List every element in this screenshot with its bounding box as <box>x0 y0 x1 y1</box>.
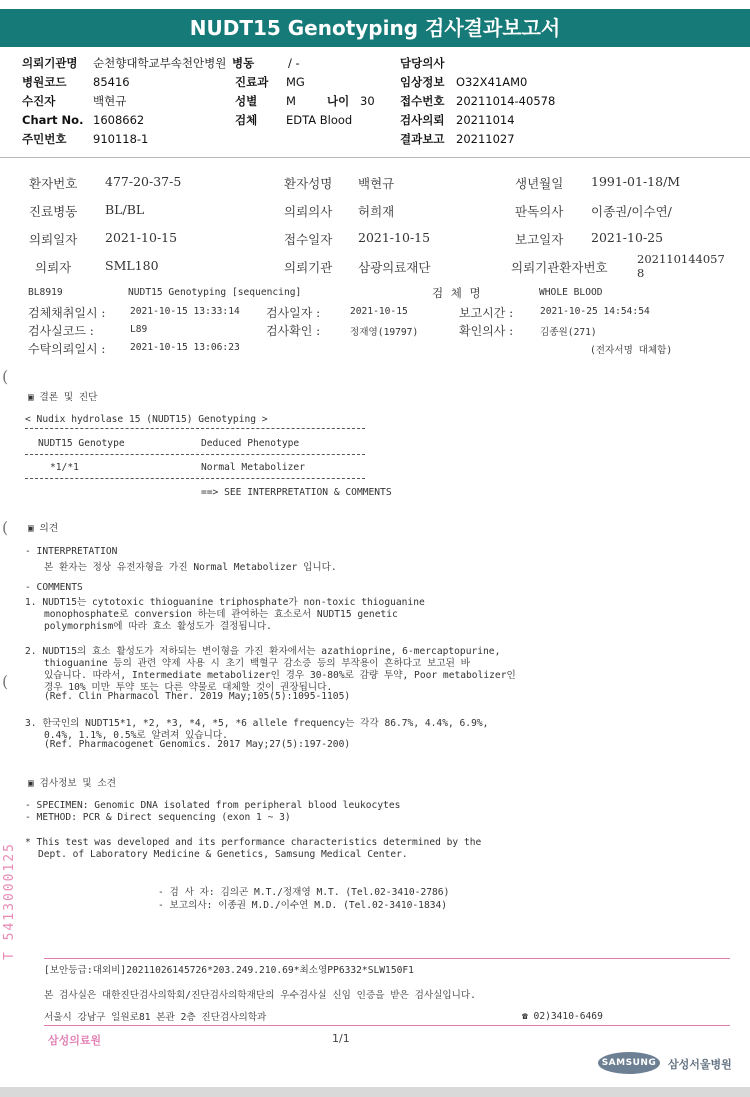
samsung-logo: SAMSUNG <box>598 1052 660 1074</box>
agency: 삼광의료재단 <box>358 260 431 275</box>
rrn-label: 주민번호 <box>22 132 67 146</box>
age-value: 30 <box>360 94 375 108</box>
request-date-label: 검사의뢰 <box>400 113 445 127</box>
conclusion-heading: ▣ 결론 및 진단 <box>28 392 98 403</box>
receive-label: 수탁의뢰일시 : <box>28 342 106 356</box>
exam-date: 2021-10-15 <box>350 306 408 317</box>
footer-divider <box>44 958 730 959</box>
comment-1-line: 1. NUDT15는 cytotoxic thioguanine triphosphate가 non-toxic thioguanine <box>25 597 425 608</box>
patient-value: 백현규 <box>93 94 127 108</box>
exam-confirm-label: 검사확인 : <box>266 324 321 338</box>
tester-line: - 검 사 자: 김의곤 M.T./정재영 M.T. (Tel.02-3410-2786) <box>158 887 450 898</box>
doctor: 허희재 <box>358 204 395 219</box>
birth-label: 생년월일 <box>515 176 564 191</box>
birth: 1991-01-18/M <box>591 174 681 189</box>
report-time: 2021-10-25 14:54:54 <box>540 306 650 317</box>
comment-3-line: 0.4%, 1.1%, 0.5%로 알려져 있습니다. <box>44 730 228 741</box>
patient-name-label: 환자성명 <box>284 176 333 191</box>
requesting-institution-label: 의뢰기관명 <box>22 56 78 70</box>
header-divider <box>0 157 750 158</box>
interpretation-text: 본 환자는 정상 유전자형을 가진 Normal Metabolizer 입니다. <box>44 562 337 573</box>
confirm-doctor: 김종원(271) <box>540 327 597 338</box>
patient-label: 수진자 <box>22 94 56 108</box>
address-line: 서울시 강남구 일원로81 본관 2층 진단검사의학과 <box>44 1012 267 1023</box>
hospital-name: 삼성서울병원 <box>668 1058 732 1071</box>
patient-no: 477-20-37-5 <box>105 174 182 189</box>
genotype-col-header: NUDT15 Genotype <box>38 438 125 449</box>
opinion-heading: ▣ 의견 <box>28 523 59 534</box>
requester-label: 의뢰자 <box>35 260 72 275</box>
certification-line: 본 검사실은 대한진단검사의학회/진단검사의학재단의 우수검사실 신임 인증을 받은 검사실입니다. <box>44 990 476 1001</box>
agency-patient-no-label: 의뢰기관환자번호 <box>511 260 608 275</box>
conclusion-subheading: < Nudix hydrolase 15 (NUDT15) Genotyping > <box>25 414 268 425</box>
comment-3-line: 3. 한국인의 NUDT15*1, *2, *3, *4, *5, *6 allele frequency는 각각 86.7%, 4.4%, 6.9%, <box>25 718 489 729</box>
receipt-date: 2021-10-15 <box>358 230 431 245</box>
receive-value: 2021-10-15 13:06:23 <box>130 342 240 353</box>
reader-label: 판독의사 <box>515 204 564 219</box>
comment-3-reference: (Ref. Pharmacogenet Genomics. 2017 May;27(5):197-200) <box>44 739 351 750</box>
phenotype-col-header: Deduced Phenotype <box>201 438 300 449</box>
clinical-info-label: 임상정보 <box>400 75 445 89</box>
request-date-2: 2021-10-15 <box>105 230 178 245</box>
room-code: L89 <box>130 324 148 335</box>
collect-value: 2021-10-15 13:33:14 <box>130 306 240 317</box>
request-date-label-2: 의뢰일자 <box>29 232 78 247</box>
ward-label: 병동 <box>232 56 255 70</box>
department-value: MG <box>286 75 305 89</box>
clinical-info-value: O32X41AM0 <box>456 75 528 89</box>
exam-confirm: 정재영(19797) <box>350 327 419 338</box>
room-code-label: 검사실코드 : <box>28 324 94 338</box>
comment-2-reference: (Ref. Clin Pharmacol Ther. 2019 May;105(5):1095-1105) <box>44 691 351 702</box>
agency-patient-no-1: 202110144057 <box>637 252 725 266</box>
comments-label: - COMMENTS <box>25 582 83 593</box>
exam-date-label: 검사일자 : <box>266 306 321 320</box>
interpretation-label: - INTERPRETATION <box>25 546 118 557</box>
age-label: 나이 <box>327 94 350 108</box>
receipt-no-label: 접수번호 <box>400 94 445 108</box>
report-time-label: 보고시간 : <box>459 306 514 320</box>
margin-bracket: ( <box>2 518 9 537</box>
genotype-value: *1/*1 <box>50 462 79 473</box>
chart-no-value: 1608662 <box>93 113 145 127</box>
hospital-code-label: 병원코드 <box>22 75 67 89</box>
requester: SML180 <box>105 258 159 273</box>
confirm-doctor-label: 확인의사 : <box>459 324 514 338</box>
doctor-label: 의뢰의사 <box>284 204 333 219</box>
hospital-code-value: 85416 <box>93 75 130 89</box>
comment-2-line: thioguanine 등의 관련 약제 사용 시 초기 백혈구 감소증 등의 부작용이 흔하다고 보고된 바 <box>44 658 470 669</box>
reader: 이종권/이수연/ <box>591 204 672 219</box>
receipt-date-label: 접수일자 <box>284 232 333 247</box>
specimen-name: WHOLE BLOOD <box>539 287 603 298</box>
comment-2-line: 있습니다. 따라서, Intermediate metabolizer인 경우 30-80%로 감량 투약, Poor metabolizer인 <box>44 670 516 681</box>
agency-label: 의뢰기관 <box>284 260 333 275</box>
sex-label: 성별 <box>235 94 258 108</box>
sex-value: M <box>286 94 296 108</box>
margin-bracket: ( <box>2 672 9 691</box>
esign-note: (전자서명 대체함) <box>590 345 673 356</box>
chart-no-label: Chart No. <box>22 113 84 127</box>
department-label: 진료과 <box>235 75 269 89</box>
test-name: NUDT15 Genotyping [sequencing] <box>128 287 302 298</box>
page-number: 1/1 <box>332 1032 350 1045</box>
report-date-label-2: 보고일자 <box>515 232 564 247</box>
ward-2: BL/BL <box>105 202 145 217</box>
ward-value: / - <box>288 56 300 70</box>
rrn-value: 910118-1 <box>93 132 149 146</box>
note-line: * This test was developed and its performance characteristics determined by the <box>25 837 482 848</box>
table-divider <box>25 454 365 455</box>
table-divider <box>25 478 365 479</box>
report-date-label: 결과보고 <box>400 132 445 146</box>
see-note: ==> SEE INTERPRETATION & COMMENTS <box>201 487 392 498</box>
agency-patient-no-2: 8 <box>637 266 645 280</box>
patient-name: 백현규 <box>358 176 395 191</box>
security-line: [보안등급:대외비]20211026145726*203.249.210.69*최소영PP6332*SLW150F1 <box>44 965 414 976</box>
phenotype-value: Normal Metabolizer <box>201 462 305 473</box>
request-date-value: 20211014 <box>456 113 515 127</box>
page-bottom-band <box>0 1087 750 1097</box>
left-brand: 삼성의료원 <box>48 1034 102 1047</box>
comment-1-line: monophosphate로 conversion 하는데 관여하는 효소로서 NUDT15 genetic <box>44 609 398 620</box>
method-line: - METHOD: PCR & Direct sequencing (exon 1 ~ 3) <box>25 812 291 823</box>
test-code: BL8919 <box>28 287 63 298</box>
reporter-line: - 보고의사: 이종권 M.D./이수연 M.D. (Tel.02-3410-1834) <box>158 900 448 911</box>
report-date-value: 20211027 <box>456 132 515 146</box>
report-title: NUDT15 Genotyping 검사결과보고서 <box>0 9 750 47</box>
phone-line: ☎ 02)3410-6469 <box>522 1011 603 1022</box>
receipt-no-value: 20211014-40578 <box>456 94 556 108</box>
ward-label-2: 진료병동 <box>29 204 78 219</box>
specimen-line: - SPECIMEN: Genomic DNA isolated from peripheral blood leukocytes <box>25 800 401 811</box>
report-date-2: 2021-10-25 <box>591 230 664 245</box>
collect-label: 검체채취일시 : <box>28 306 106 320</box>
margin-bracket: ( <box>2 367 9 386</box>
specimen-label: 검체 <box>235 113 258 127</box>
barcode-stamp: T 5413000125 <box>2 842 17 960</box>
physician-label: 담당의사 <box>400 56 445 70</box>
method-heading: ▣ 검사정보 및 소견 <box>28 778 116 789</box>
comment-2-line: 경우 10% 미만 투약 또는 다른 약물로 대체할 것이 권장됩니다. <box>44 682 333 693</box>
patient-no-label: 환자번호 <box>29 176 78 191</box>
requesting-institution-value: 순천향대학교부속천안병원 <box>93 56 227 70</box>
footer-divider <box>44 1025 730 1026</box>
note-line: Dept. of Laboratory Medicine & Genetics, Samsung Medical Center. <box>38 849 408 860</box>
specimen-name-label: 검 체 명 <box>432 286 483 300</box>
table-divider <box>25 428 365 429</box>
comment-1-line: polymorphism에 따라 효소 활성도가 결정됩니다. <box>44 621 272 632</box>
comment-2-line: 2. NUDT15의 효소 활성도가 저하되는 변이형을 가진 환자에서는 azathioprine, 6-mercaptopurine, <box>25 646 501 657</box>
specimen-value: EDTA Blood <box>286 113 353 127</box>
